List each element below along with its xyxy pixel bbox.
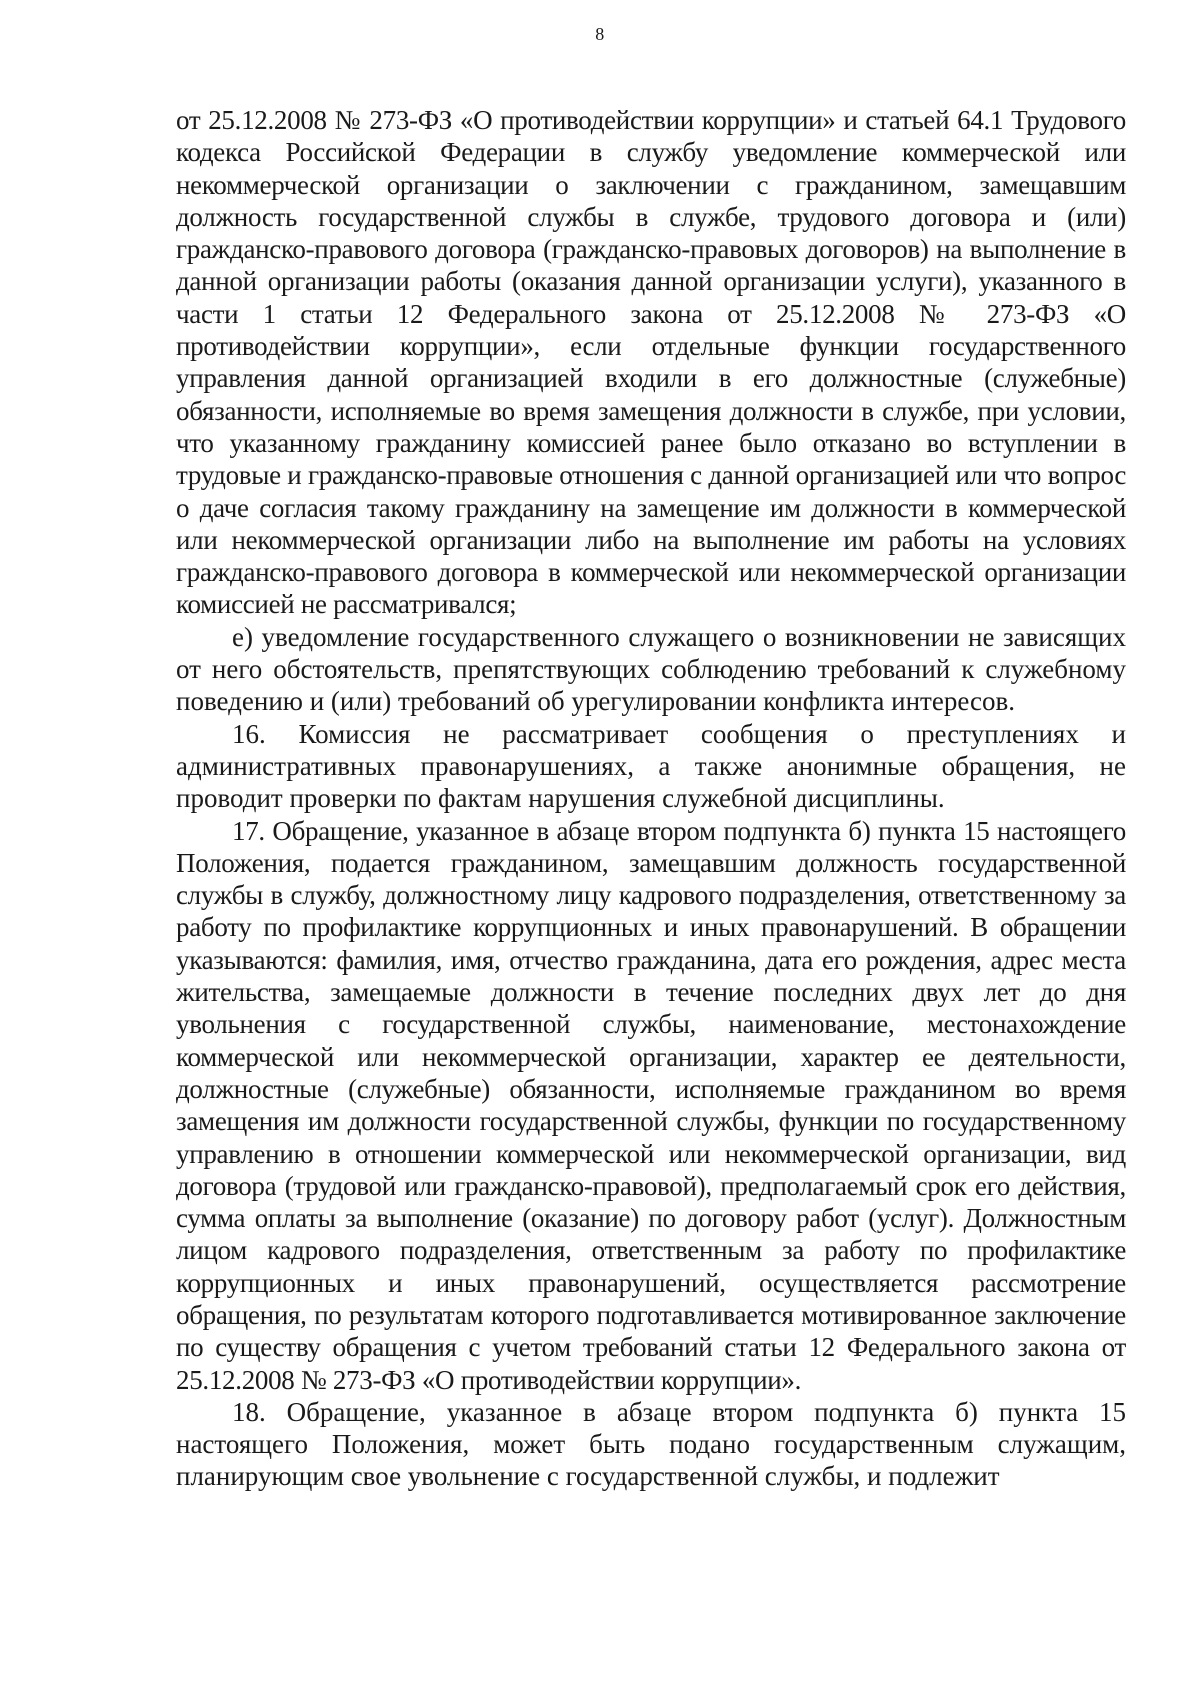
paragraph-17: 17. Обращение, указанное в абзаце втором подпункта б) пункта 15 настоящего Положения, подается гражданином, замещавшим должность государственной службы в службу, должностному лицу кадрового подразделения, ответственному за работу по профилактике коррупционных и иных правонарушений. В обращении указываются: фамилия, имя, отчество гражданина, дата его рождения, адрес места жительства, замещаемые должности в течение последних двух лет до дня увольнения с государственной службы, наименование, местонахождение коммерческой или некоммерческой организации, характер ее деятельности, должностные (служебные) обязанности, исполняемые гражданином во время замещения им должности государственной службы, функции по государственному управлению в отношении коммерческой или некоммерческой организации, вид договора (трудовой или гражданско-правовой), предполагаемый срок его действия, сумма оплаты за выполнение (оказание) по договору работ (услуг). Должностным лицом кадрового подразделения, ответственным за работу по профилактике коррупционных и иных правонарушений, осуществляется рассмотрение обращения, по результатам которого подготавливается мотивированное заключение по существу обращения с учетом требований статьи 12 Федерального закона от 25.12.2008 № 273-ФЗ «О противодействии коррупции». — [176, 815, 1126, 1395]
paragraph-16: 16. Комиссия не рассматривает сообщения о преступлениях и административных правонарушениях, а также анонимные обращения, не проводит проверки по фактам нарушения служебной дисциплины. — [176, 718, 1126, 814]
paragraph-subitem-e: е) уведомление государственного служащего о возникновении не зависящих от него обстоятельств, препятствующих соблюдению требований к служебному поведению и (или) требований об урегулировании конфликта интересов. — [176, 621, 1126, 717]
page-number: 8 — [595, 24, 605, 44]
paragraph-continuation: от 25.12.2008 № 273-ФЗ «О противодействии коррупции» и статьей 64.1 Трудового кодекса Российской Федерации в службу уведомление коммерческой или некоммерческой организации о заключении с гражданином, замещавшим должность государственной службы в службе, трудового договора и (или) гражданско-правового договора (гражданско-правовых договоров) на выполнение в данной организации работы (оказания данной организации услуги), указанного в части 1 статьи 12 Федерального закона от 25.12.2008 № 273-ФЗ «О противодействии коррупции», если отдельные функции государственного управления данной организацией входили в его должностные (служебные) обязанности, исполняемые во время замещения должности в службе, при условии, что указанному гражданину комиссией ранее было отказано во вступлении в трудовые и гражданско-правовые отношения с данной организацией или что вопрос о даче согласия такому гражданину на замещение им должности в коммерческой или некоммерческой организации либо на выполнение им работы на условиях гражданско-правового договора в коммерческой или некоммерческой организации комиссией не рассматривался; — [176, 105, 1126, 620]
document-body — [176, 104, 1126, 1493]
paragraph-18: 18. Обращение, указанное в абзаце втором подпункта б) пункта 15 настоящего Положения, может быть подано государственным служащим, планирующим свое увольнение с государственной службы, и подлежит — [176, 1396, 1126, 1492]
